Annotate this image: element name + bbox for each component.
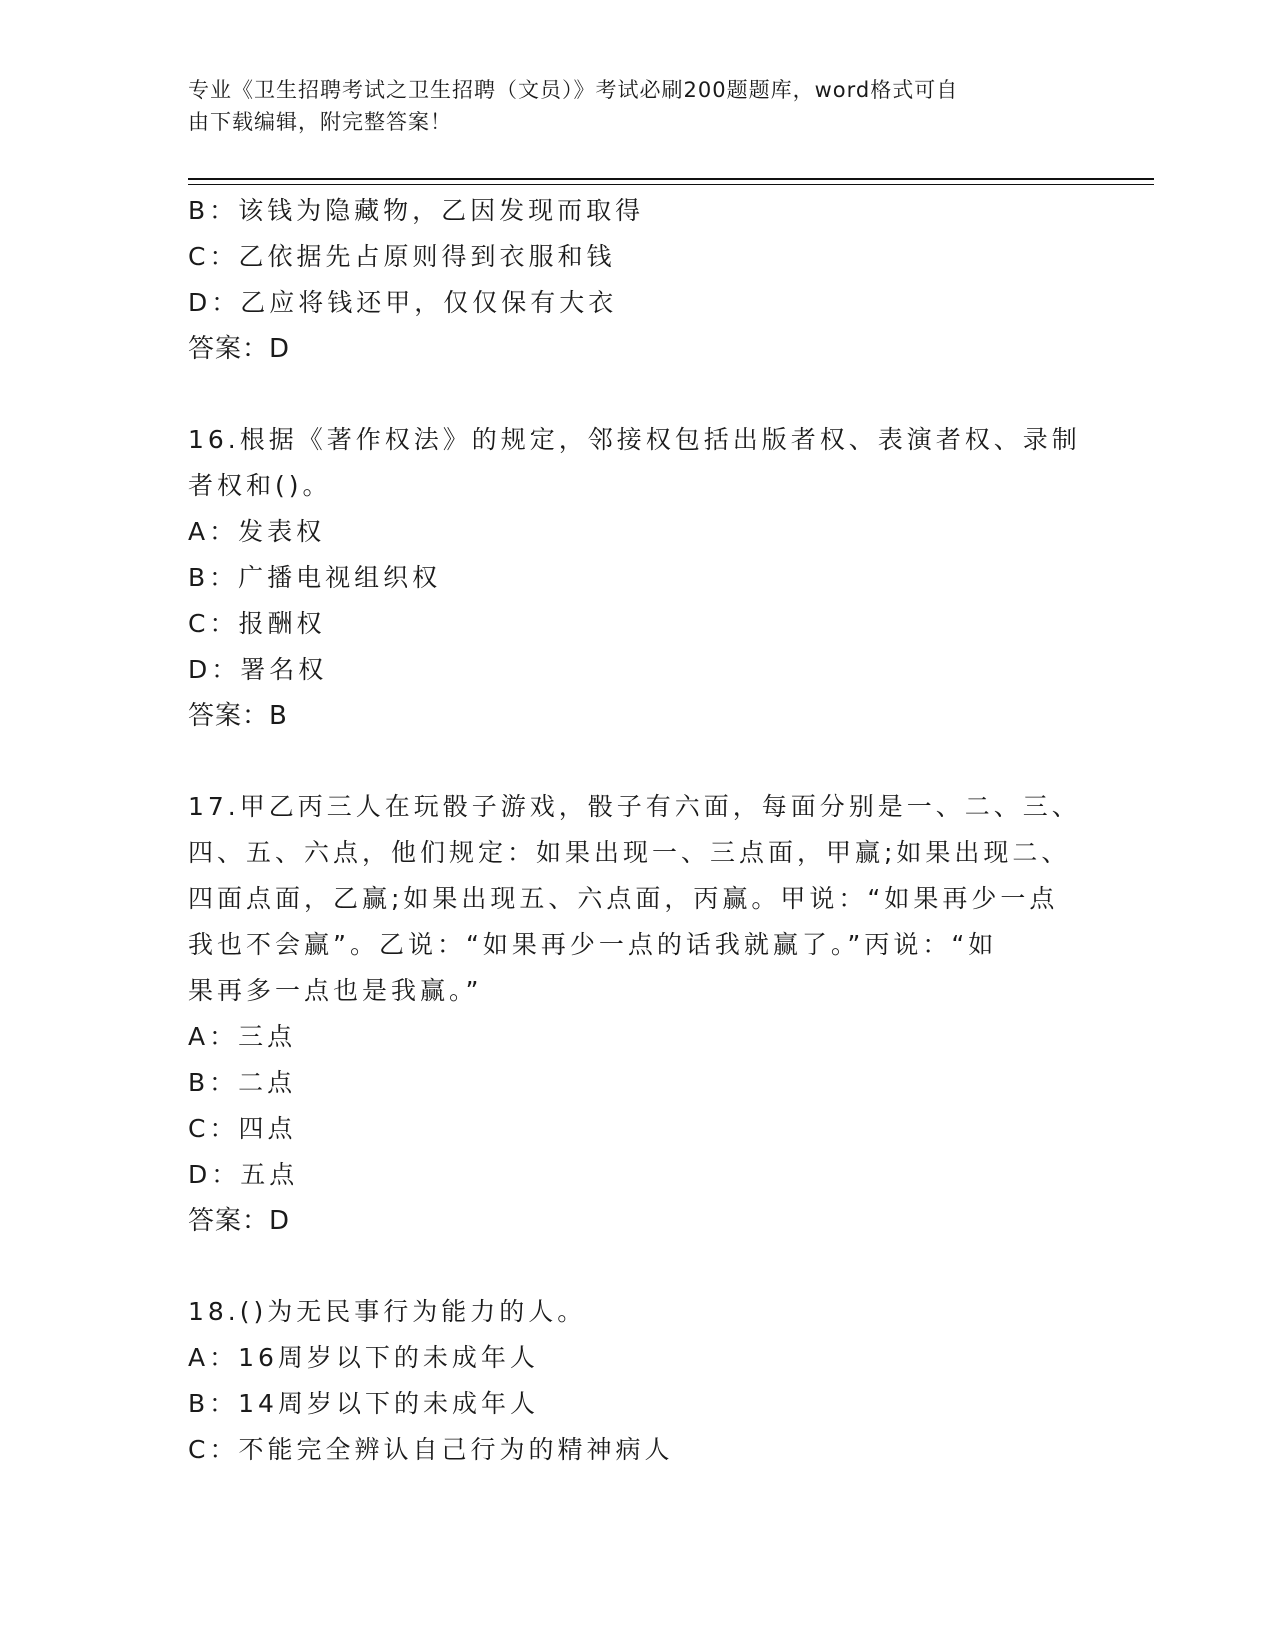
answer: 答案：D	[188, 1206, 291, 1236]
question-text-line: 四面点面，乙赢;如果出现五、六点面，丙赢。甲说：“如果再少一点	[188, 884, 1059, 913]
answer: 答案：B	[188, 701, 288, 731]
option-d: D：乙应将钱还甲，仅仅保有大衣	[188, 288, 618, 317]
question-16	[188, 417, 1088, 739]
option-c: C：四点	[188, 1114, 297, 1143]
question-17	[188, 784, 1088, 1244]
document-header	[188, 74, 1068, 138]
question-list	[188, 188, 1088, 1473]
question-text-line: 果再多一点也是我赢。”	[188, 976, 483, 1005]
answer: 答案：D	[188, 334, 291, 364]
option-c: C：报酬权	[188, 609, 326, 638]
spacer	[188, 739, 1088, 784]
option-d: D：五点	[188, 1160, 299, 1189]
question-text-line: 者权和()。	[188, 471, 332, 500]
header-divider-thick	[188, 178, 1154, 180]
option-c: C：乙依据先占原则得到衣服和钱	[188, 242, 616, 271]
header-line-1: 专业《卫生招聘考试之卫生招聘（文员）》考试必刷200题题库，word格式可自	[188, 78, 959, 102]
question-text-line: 17.甲乙丙三人在玩骰子游戏，骰子有六面，每面分别是一、二、三、	[188, 792, 1081, 821]
option-b: B：14周岁以下的未成年人	[188, 1389, 539, 1418]
option-b: B：该钱为隐藏物，乙因发现而取得	[188, 196, 645, 225]
option-b: B：广播电视组织权	[188, 563, 442, 592]
option-a: A：发表权	[188, 517, 326, 546]
question-text-line: 16.根据《著作权法》的规定，邻接权包括出版者权、表演者权、录制	[188, 425, 1081, 454]
spacer	[188, 372, 1088, 417]
question-15-tail	[188, 188, 1088, 372]
spacer	[188, 1244, 1088, 1289]
question-text-line: 四、五、六点，他们规定：如果出现一、三点面，甲赢;如果出现二、	[188, 838, 1071, 867]
option-b: B：二点	[188, 1068, 297, 1097]
question-18	[188, 1289, 1088, 1473]
option-a: A：三点	[188, 1022, 297, 1051]
header-divider-thin	[188, 184, 1154, 185]
question-text-line: 我也不会赢”。乙说：“如果再少一点的话我就赢了。”丙说：“如	[188, 930, 998, 959]
question-text-line: 18.()为无民事行为能力的人。	[188, 1297, 587, 1326]
option-c: C：不能完全辨认自己行为的精神病人	[188, 1435, 674, 1464]
header-line-2: 由下载编辑，附完整答案！	[188, 110, 452, 134]
option-d: D：署名权	[188, 655, 328, 684]
option-a: A：16周岁以下的未成年人	[188, 1343, 539, 1372]
